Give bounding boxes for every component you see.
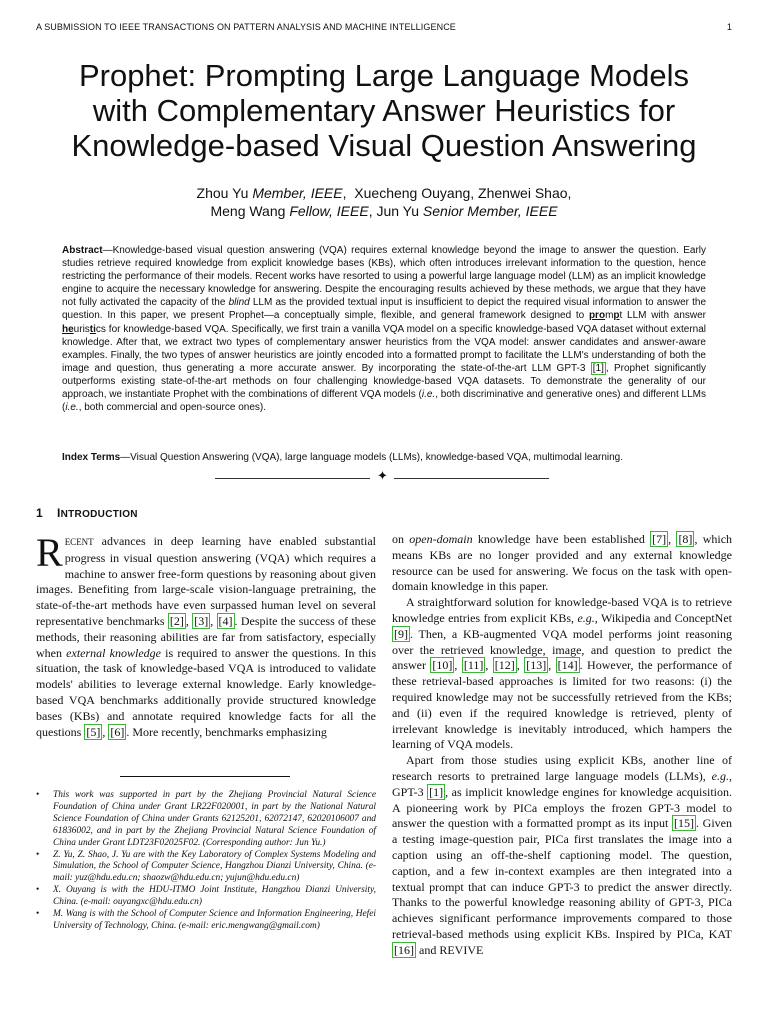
abstract-emphasis: blind xyxy=(228,297,250,309)
column-right xyxy=(392,532,732,959)
body-text: and REVIVE xyxy=(416,942,484,957)
citation-link[interactable]: [15] xyxy=(674,816,694,831)
title-line-3: Knowledge-based Visual Question Answering xyxy=(71,128,697,163)
abstract-text: t LLM with answer xyxy=(619,310,706,322)
citation-link[interactable]: [13] xyxy=(526,658,547,673)
footnote-text: Z. Yu, Z. Shao, J. Yu are with the Key Laboratory of Complex Systems Modeling and Simulation, the School of Computer Science, Hangzhou Dianzi University, China. (e-mail: yuz@hdu.edu.cn; shaozw@hdu.edu.cn; yujun@hdu.edu.cn) xyxy=(53,849,376,884)
abstract xyxy=(62,244,706,414)
bullet-icon: • xyxy=(36,790,40,800)
drop-cap: R xyxy=(36,530,63,575)
footnote xyxy=(36,885,376,909)
citation-link[interactable]: [11] xyxy=(463,658,484,673)
abstract-emphasis: i.e. xyxy=(65,402,79,414)
author-role: Fellow, IEEE xyxy=(289,203,369,219)
body-text: is required to answer the questions. In this situation, the task of knowledge-based VQA is introduced to validate models' abilities to leverage external knowledge. Early knowledge-based VQA benchmarks additionally provide structured knowledge bases (KBs) and annotate required knowledge facts for all the questions xyxy=(36,645,376,739)
citation-link[interactable]: [8] xyxy=(678,532,693,546)
body-text: on xyxy=(392,532,410,546)
body-text: . Then, a KB-augmented VQA model performs joint reasoning over the retrieved knowledge, image, and question to predict the answer xyxy=(392,626,732,673)
citation-link[interactable]: [1] xyxy=(592,362,604,374)
abstract-text: , both commercial and open-source ones). xyxy=(78,402,267,414)
body-emphasis: e.g. xyxy=(711,768,729,783)
section-title-initial: I xyxy=(56,506,61,520)
separator-line-left xyxy=(215,478,370,479)
abstract-highlight: pro xyxy=(588,310,606,322)
author-name: Zhou Yu xyxy=(196,185,249,201)
bullet-icon: • xyxy=(36,909,40,920)
section-number: 1 xyxy=(36,506,43,520)
abstract-text: cs for knowledge-based VQA. Specifically, we first train a vanilla VQA model on a specific knowledge-based VQA dataset without external knowledge. After that, we extract two types of complementary answer heuristics from the VQA model: answer candidates and answer-aware examples. Finally, the two types of answer heuristics are jointly encoded into a formatted prompt to facilitate the LLM's understanding of both the image and question, thus generating a more accurate answer. By incorporating the state-of-the-art LLM GPT-3 xyxy=(62,323,706,374)
body-text: A straightforward solution for knowledge-based VQA is to retrieve knowledge entries from explicit KBs, xyxy=(392,595,732,625)
abstract-text: uris xyxy=(73,323,90,335)
body-text: , Wikipedia and ConceptNet xyxy=(594,610,732,625)
body-text: . Despite the success of these methods, their reasoning abilities are far from satisfactory, especially when xyxy=(36,613,377,660)
running-header xyxy=(36,22,732,36)
body-text: . More recently, benchmarks emphasizing xyxy=(126,724,327,739)
author-line-1: Zhou Yu Member, IEEE, Xuecheng Ouyang, Zhenwei Shao, xyxy=(196,185,572,201)
citation-link[interactable]: [12] xyxy=(494,658,515,673)
citation-link[interactable]: [10] xyxy=(432,658,453,673)
footnotes xyxy=(36,790,376,933)
paragraph: RECENT advances in deep learning have enabled substantial progress in visual question answering (VQA) which requires a machine to answer free-form questions by reasoning about given images. Benefiting from large-scale vision-language pretraining, the state-of-the-art methods have even surpassed human level on several representative benchmarks [2] , [3] , [4] . Despite the success of these methods, their reasoning abilities are far from satisfactory, especially when external knowledge is required to answer the questions. In this situation, the task of knowledge-based VQA is introduced to validate models' abilities to leverage external knowledge. Early knowledge-based VQA benchmarks additionally provide structured knowledge bases (KBs) and annotate required knowledge facts for all the questions [5] , [6] . More recently, benchmarks emphasizing xyxy=(36,530,377,739)
body-text: , which means KBs are no longer provided and any external knowledge resource can be used for answering. We focus on the task with open-domain knowledge in this paper. xyxy=(392,532,733,594)
body-text: advances in deep learning have enabled substantial progress in visual question answering (VQA) which requires a machine to answer free-form questions by reasoning about given images. Benefiting from large-scale vision-language pretraining, the state-of-the-art methods have even surpassed human level on several representative benchmarks xyxy=(36,534,376,628)
index-terms xyxy=(62,451,706,464)
section-title-rest: NTRODUCTION xyxy=(60,509,138,520)
index-terms-label: Index Terms xyxy=(62,452,121,463)
index-terms-text: —Visual Question Answering (VQA), large language models (LLMs), knowledge-based VQA, multimodal learning. xyxy=(120,452,624,463)
body-text: . Given a testing image-question pair, PICa first translates the image into a caption using an off-the-shelf captioning model. The question, caption, and a few in-context examples are then integrated into a textual prompt that can induce GPT-3 to predict the answer directly. Thanks to the powerful knowledge reasoning ability of GPT-3, PICa achieves significant performance improvements compared to those retrieval-based methods using explicit KBs. Inspired by PICa, KAT xyxy=(392,816,732,941)
author-role: Member, IEEE xyxy=(252,185,343,201)
author-name: Jun Yu xyxy=(376,203,420,219)
body-emphasis: e.g. xyxy=(577,610,595,625)
abstract-text: LLM as the provided textual input is insufficient to depict the required visual information to answer the question. In this paper, we present Prophet—a conceptually simple, flexible, and general framework designed to xyxy=(62,297,707,322)
body-text: , as implicit knowledge engines for knowledge acquisition. A pioneering work by PICa employs the frozen GPT-3 model to answer the question with a formatted prompt as its input xyxy=(392,784,732,831)
paper-title xyxy=(20,58,748,163)
footnote xyxy=(36,909,376,933)
author-name: Meng Wang xyxy=(210,203,286,219)
paragraph: on open-domain knowledge have been established [7] , [8] , which means KBs are no longer provided and any external knowledge resource can be used for answering. We focus on the task with open-domain knowledge in this paper. xyxy=(392,532,733,594)
section-heading xyxy=(36,506,138,520)
footnote xyxy=(36,850,376,886)
citation-link[interactable]: [4] xyxy=(218,613,233,628)
citation-link[interactable]: [6] xyxy=(110,724,125,739)
author-names: Xuecheng Ouyang, Zhenwei Shao, xyxy=(354,185,572,201)
body-emphasis: external knowledge xyxy=(66,645,161,660)
abstract-text: —Knowledge-based visual question answering (VQA) requires external knowledge beyond the image to answer the question. Early studies retrieve required knowledge from explicit knowledge bases (KBs), which often introduces irrelevant information to the question, hence restricting the performance of their models. Recent works have resorted to using a powerful large language model (LLM) as an implicit knowledge engine to acquire the necessary knowledge for answering. Despite the encouraging results achieved by these methods, we argue that they have not fully activated the capacity of the xyxy=(62,245,706,309)
paragraph xyxy=(392,753,732,958)
abstract-highlight: he xyxy=(62,323,74,335)
abstract-emphasis: i.e. xyxy=(421,389,436,401)
first-word-smallcaps: ECENT xyxy=(64,537,94,547)
footnote-text: M. Wang is with the School of Computer Science and Information Engineering, Hefei University of Technology, China. (e-mail: eric.mengwang@gmail.com) xyxy=(53,909,376,931)
citation-link[interactable]: [1] xyxy=(429,784,444,799)
paragraph: A straightforward solution for knowledge-based VQA is to retrieve knowledge entries from explicit KBs, e.g., Wikipedia and ConceptNet [9] . Then, a KB-augmented VQA model performs joint reasoning over the retrieved knowledge, image, and question to predict the answer [10] , [11] , [12] , [13] , [14] . However, the performance of these retrieval-based approaches is limited for two reasons: (i) the required knowledge may not be successfully retrieved from the KBs; and (ii) even if the required knowledge is retrieved, plenty of irrelevant knowledge is inevitably introduced, which hampers the learning of VQA models. xyxy=(392,595,733,752)
abstract-highlight: ti xyxy=(89,323,96,335)
citation-link[interactable]: [3] xyxy=(194,613,209,628)
abstract-text: , Prophet significantly outperforms existing state-of-the-art methods on four challenging knowledge-based VQA datasets. To demonstrate the generality of our approach, we instantiate Prophet with the combinations of different VQA models ( xyxy=(62,362,706,401)
footnote-text: This work was supported in part by the Zhejiang Provincial Natural Science Foundation of China under Grant LR22F020001, in part by the National Natural Science Foundation of China under Grants 62125201, 62072147, 62020106007 and 61836002, and in part by the Zhejiang Provincial Natural Science Foundation of China under Grant LDT23F02025F02. (Corresponding author: Jun Yu.) xyxy=(53,790,376,848)
body-text: , GPT-3 xyxy=(392,768,732,799)
body-text: knowledge have been established xyxy=(472,532,651,546)
separator-diamond-icon: ✦ xyxy=(377,469,388,484)
citation-link[interactable]: [14] xyxy=(557,658,578,673)
footnote-rule xyxy=(120,776,290,777)
citation-link[interactable]: [16] xyxy=(394,942,414,957)
citation-link[interactable]: [2] xyxy=(169,613,184,628)
page-number: 1 xyxy=(726,22,732,32)
separator-line-right xyxy=(394,478,549,479)
abstract-label: Abstract xyxy=(62,245,103,256)
footnote-text: X. Ouyang is with the HDU-ITMO Joint Institute, Hangzhou Dianzi University, China. (e-mail: ouyangxc@hdu.edu.cn) xyxy=(53,885,376,908)
bullet-icon: • xyxy=(36,849,40,860)
author-role: Senior Member, IEEE xyxy=(422,203,558,219)
citation-link[interactable]: [9] xyxy=(394,626,408,641)
title-line-2: with Complementary Answer Heuristics for xyxy=(92,93,676,128)
body-text: Apart from those studies using explicit KBs, another line of research resorts to pretrained large language models (LLMs), xyxy=(392,753,732,783)
footnote xyxy=(36,790,376,850)
body-emphasis: open-domain xyxy=(409,532,473,546)
bullet-icon: • xyxy=(36,885,40,896)
abstract-text: , both discriminative and generative ones) and different LLMs ( xyxy=(62,389,706,414)
author-line-2: Meng Wang Fellow, IEEE, Jun Yu Senior Member, IEEE xyxy=(210,203,558,219)
column-left xyxy=(36,530,377,740)
body-text: . However, the performance of these retrieval-based approaches is limited for two reasons: (i) the required knowledge may not be successfully retrieved from the KBs; and (ii) even if the required knowledge is retrieved, plenty of irrelevant knowledge is inevitably introduced, which hampers the learning of VQA models. xyxy=(392,658,733,752)
abstract-text: m xyxy=(605,310,614,322)
journal-name: A SUBMISSION TO IEEE TRANSACTIONS ON PATTERN ANALYSIS AND MACHINE INTELLIGENCE xyxy=(36,22,456,32)
author-list xyxy=(0,184,768,220)
abstract-highlight: p xyxy=(613,310,620,322)
citation-link[interactable]: [7] xyxy=(652,532,667,546)
citation-link[interactable]: [5] xyxy=(86,724,101,739)
title-line-1: Prophet: Prompting Large Language Models xyxy=(78,58,690,93)
